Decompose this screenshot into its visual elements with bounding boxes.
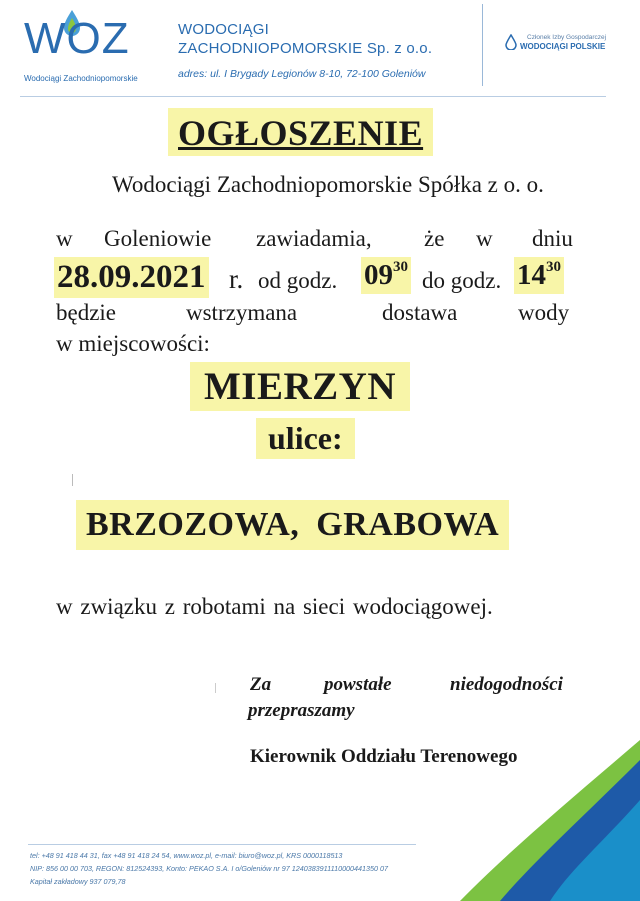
membership-name: WODOCIĄGI POLSKIE <box>520 42 606 51</box>
time-from <box>361 257 411 294</box>
time-to-hour: 14 <box>517 259 546 291</box>
membership-caption: Członek Izby Gospodarczej <box>527 34 607 41</box>
apology-word: Za <box>250 674 272 695</box>
footer-capital: Kapitał zakładowy 937 079,78 <box>30 877 126 886</box>
header-rule <box>20 96 606 97</box>
footer-rule <box>28 844 416 845</box>
scan-mark <box>72 474 73 486</box>
company-name-line1: WODOCIĄGI <box>178 21 269 38</box>
line2-word: dniu <box>532 226 573 251</box>
line2-word: w <box>476 226 493 251</box>
footer-registry: NIP: 856 00 00 703, REGON: 812524393, Konto: PEKAO S.A. I o/Goleniów nr 97 1240383911110000441350 07 <box>30 864 389 873</box>
from-label: od godz. <box>258 268 338 293</box>
notice-title: OGŁOSZENIE <box>168 108 433 156</box>
wave-decoration-icon <box>420 740 640 901</box>
street-names: BRZOZOWA, GRABOWA <box>76 500 509 550</box>
line2-word: że <box>424 226 445 251</box>
line4-word: będzie <box>56 300 117 325</box>
outage-date: 28.09.2021 <box>54 257 209 298</box>
wodociagi-polskie-icon <box>504 34 518 50</box>
time-to <box>514 257 564 294</box>
reason-text: w związku z robotami na sieci wodociągowej. <box>56 594 493 619</box>
company-logo <box>14 8 154 88</box>
line4-word: dostawa <box>382 300 458 325</box>
footer-contact: tel: +48 91 418 44 31, fax +48 91 418 24 54, www.woz.pl, e-mail: biuro@woz.pl, KRS 0000118513 <box>30 851 343 860</box>
location-label: w miejscowości: <box>56 331 210 356</box>
time-from-hour: 09 <box>364 259 393 291</box>
company-address: adres: ul. I Brygady Legionów 8-10, 72-100 Goleniów <box>178 68 426 80</box>
streets-label: ulice: <box>256 418 355 459</box>
apology-line2: przepraszamy <box>248 700 355 721</box>
logo-text: WOZ <box>24 14 130 63</box>
line4-word: wody <box>518 300 570 325</box>
line2-word: Goleniowie <box>104 226 212 251</box>
company-name-line2: ZACHODNIOPOMORSKIE Sp. z o.o. <box>178 40 433 57</box>
apology-word: niedogodności <box>450 674 563 695</box>
signature: Kierownik Oddziału Terenowego <box>250 746 518 767</box>
scan-mark <box>215 683 216 693</box>
line2-word: zawiadamia, <box>256 226 372 251</box>
to-label: do godz. <box>422 268 502 293</box>
time-to-minutes: 30 <box>546 259 561 275</box>
company-name <box>178 20 432 58</box>
date-suffix: r. <box>229 264 244 294</box>
line4-word: wstrzymana <box>186 300 298 325</box>
line2-word: w <box>56 226 73 251</box>
logo-subtitle: Wodociągi Zachodniopomorskie <box>24 74 138 83</box>
company-paragraph: Wodociągi Zachodniopomorskie Spółka z o. o. <box>112 172 544 197</box>
time-from-minutes: 30 <box>393 259 408 275</box>
apology-word: powstałe <box>324 674 392 695</box>
town-name: MIERZYN <box>190 362 410 411</box>
header-divider <box>482 4 483 86</box>
